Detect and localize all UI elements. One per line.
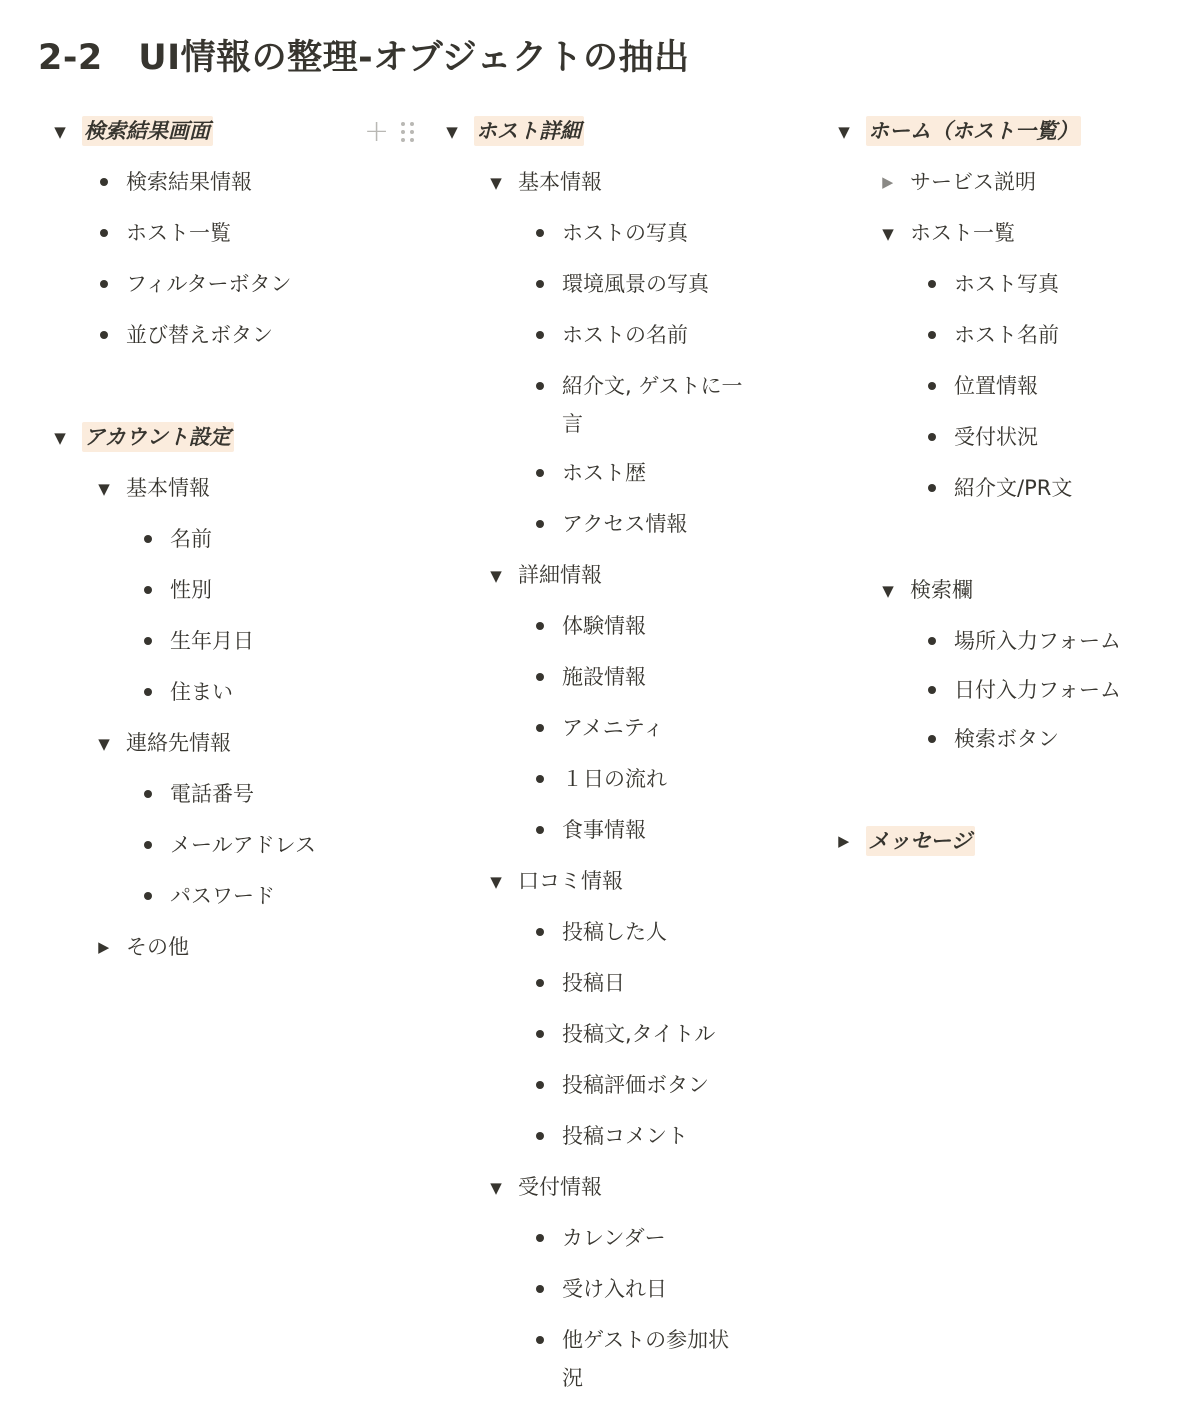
toggle-search-results-screen[interactable] bbox=[38, 106, 378, 157]
list-item-label: 他ゲストの参加状況 bbox=[562, 1328, 730, 1390]
list-item bbox=[910, 665, 1182, 714]
toggle-expanded-icon[interactable]: ▼ bbox=[98, 480, 110, 498]
list-item-label: 検索ボタン bbox=[954, 727, 1059, 751]
list-item bbox=[518, 259, 780, 310]
toggle-expanded-icon[interactable]: ▼ bbox=[490, 1179, 502, 1197]
list-item-label: 場所入力フォーム bbox=[954, 629, 1121, 653]
list-item bbox=[910, 714, 1182, 765]
list-item-label: 名前 bbox=[170, 527, 212, 551]
section-title: 検索結果画面 bbox=[82, 116, 213, 146]
list-item bbox=[518, 805, 780, 856]
list-item-label: 施設情報 bbox=[562, 665, 646, 689]
page-title: 2-2 UI情報の整理-オブジェクトの抽出 bbox=[38, 38, 690, 78]
column-2 bbox=[430, 106, 780, 1402]
list-item bbox=[910, 259, 1182, 310]
group-label: 検索欄 bbox=[910, 578, 973, 602]
list-item-label: 投稿文,タイトル bbox=[562, 1022, 716, 1046]
list-item bbox=[518, 499, 780, 550]
bullet-icon bbox=[910, 720, 954, 758]
bullet-icon bbox=[910, 265, 954, 303]
section-title: ホーム（ホスト一覧） bbox=[866, 116, 1081, 146]
list-item-label: １日の流れ bbox=[562, 767, 667, 791]
list-item bbox=[518, 1060, 780, 1111]
bullet-icon bbox=[126, 622, 170, 660]
list-item bbox=[910, 463, 1182, 514]
bullet-icon bbox=[518, 1066, 562, 1104]
group-label: 基本情報 bbox=[126, 476, 210, 500]
list-item-label: 性別 bbox=[170, 578, 212, 602]
toggle-collapsed-icon[interactable]: ▶ bbox=[98, 938, 110, 956]
toggle-expanded-icon[interactable]: ▼ bbox=[54, 429, 66, 447]
group-label: サービス説明 bbox=[910, 170, 1036, 194]
list-item bbox=[518, 310, 780, 361]
toggle-group[interactable] bbox=[866, 565, 1182, 616]
toggle-group[interactable] bbox=[474, 1162, 780, 1213]
list-item-label: 生年月日 bbox=[170, 629, 254, 653]
bullet-icon bbox=[518, 1117, 562, 1155]
section-title: アカウント設定 bbox=[82, 422, 234, 452]
list-item-label: ホスト歴 bbox=[562, 461, 646, 485]
list-item-label: ホストの名前 bbox=[562, 323, 688, 347]
list-item bbox=[518, 652, 780, 703]
list-item-label: 並び替えボタン bbox=[126, 323, 273, 347]
toggle-expanded-icon[interactable]: ▼ bbox=[54, 123, 66, 141]
bullet-icon bbox=[518, 913, 562, 951]
bullet-icon bbox=[518, 265, 562, 303]
toggle-home-host-list[interactable] bbox=[822, 106, 1182, 157]
bullet-icon bbox=[126, 520, 170, 558]
list-item-label: 投稿した人 bbox=[562, 920, 667, 944]
list-item bbox=[82, 259, 378, 310]
bullet-icon bbox=[518, 964, 562, 1002]
bullet-icon bbox=[910, 671, 954, 709]
bullet-icon bbox=[126, 571, 170, 609]
list-item-label: 受け入れ日 bbox=[562, 1277, 667, 1301]
toggle-group[interactable] bbox=[82, 463, 378, 514]
list-item bbox=[82, 310, 378, 361]
toggle-account-settings[interactable] bbox=[38, 412, 378, 463]
list-item-label: 投稿日 bbox=[562, 971, 625, 995]
group-label: その他 bbox=[126, 935, 189, 959]
list-item-label: 投稿評価ボタン bbox=[562, 1073, 709, 1097]
toggle-collapsed-icon[interactable]: ▶ bbox=[838, 832, 850, 850]
group-label: 詳細情報 bbox=[518, 563, 602, 587]
list-item bbox=[82, 208, 378, 259]
list-item-label: ホスト一覧 bbox=[126, 221, 231, 245]
group-label: 基本情報 bbox=[518, 170, 602, 194]
bullet-icon bbox=[518, 811, 562, 849]
list-item-label: パスワード bbox=[170, 884, 275, 908]
list-item-label: 住まい bbox=[170, 680, 233, 704]
bullet-icon bbox=[126, 826, 170, 864]
bullet-icon bbox=[126, 877, 170, 915]
list-item bbox=[518, 448, 780, 499]
bullet-icon bbox=[518, 607, 562, 645]
list-item bbox=[518, 1315, 780, 1402]
list-item-label: アメニティ bbox=[562, 716, 665, 740]
list-item bbox=[126, 667, 378, 718]
list-item-label: 紹介文/PR文 bbox=[954, 476, 1073, 500]
list-item-label: 食事情報 bbox=[562, 818, 646, 842]
spacer bbox=[38, 361, 378, 412]
list-item bbox=[518, 754, 780, 805]
toggle-expanded-icon[interactable]: ▼ bbox=[490, 873, 502, 891]
toggle-group[interactable] bbox=[474, 550, 780, 601]
drag-handle-icon[interactable] bbox=[401, 122, 414, 142]
bullet-icon bbox=[518, 760, 562, 798]
column-1 bbox=[38, 106, 378, 973]
bullet-icon bbox=[910, 367, 954, 405]
list-item bbox=[910, 310, 1182, 361]
list-item bbox=[126, 616, 378, 667]
bullet-icon bbox=[910, 622, 954, 660]
toggle-expanded-icon[interactable]: ▼ bbox=[446, 123, 458, 141]
toggle-expanded-icon[interactable]: ▼ bbox=[98, 735, 110, 753]
list-item-label: ホストの写真 bbox=[562, 221, 688, 245]
toggle-expanded-icon[interactable]: ▼ bbox=[490, 174, 502, 192]
list-item bbox=[518, 208, 780, 259]
spacer bbox=[822, 514, 1182, 565]
list-item bbox=[518, 907, 780, 958]
bullet-icon bbox=[910, 418, 954, 456]
column-3 bbox=[822, 106, 1182, 867]
list-item bbox=[910, 412, 1182, 463]
section-title: メッセージ bbox=[866, 826, 975, 856]
bullet-icon bbox=[518, 1321, 562, 1359]
spacer bbox=[822, 765, 1182, 816]
bullet-icon bbox=[518, 1270, 562, 1308]
toggle-expanded-icon[interactable]: ▼ bbox=[882, 582, 894, 600]
plus-icon[interactable]: + bbox=[364, 114, 390, 149]
bullet-icon bbox=[518, 214, 562, 252]
bullet-icon bbox=[518, 505, 562, 543]
list-item bbox=[910, 616, 1182, 665]
toggle-group[interactable] bbox=[82, 718, 378, 769]
toggle-expanded-icon[interactable]: ▼ bbox=[490, 567, 502, 585]
bullet-icon bbox=[518, 709, 562, 747]
bullet-icon bbox=[82, 214, 126, 252]
list-item-label: 受付状況 bbox=[954, 425, 1038, 449]
section-title: ホスト詳細 bbox=[474, 116, 584, 146]
list-item-label: 投稿コメント bbox=[562, 1124, 688, 1148]
list-item-label: 紹介文, ゲストに一言 bbox=[562, 374, 743, 436]
bullet-icon bbox=[126, 673, 170, 711]
list-item bbox=[82, 157, 378, 208]
list-item bbox=[126, 820, 378, 871]
list-item bbox=[910, 361, 1182, 412]
list-item bbox=[518, 361, 780, 448]
list-item bbox=[518, 1264, 780, 1315]
toggle-expanded-icon[interactable]: ▼ bbox=[838, 123, 850, 141]
bullet-icon bbox=[82, 163, 126, 201]
bullet-icon bbox=[518, 1219, 562, 1257]
bullet-icon bbox=[518, 454, 562, 492]
list-item-label: 検索結果情報 bbox=[126, 170, 252, 194]
bullet-icon bbox=[126, 775, 170, 813]
list-item bbox=[518, 601, 780, 652]
list-item bbox=[126, 565, 378, 616]
group-label: 受付情報 bbox=[518, 1175, 602, 1199]
bullet-icon bbox=[518, 1015, 562, 1053]
bullet-icon bbox=[518, 316, 562, 354]
list-item-label: ホスト名前 bbox=[954, 323, 1059, 347]
toggle-messages[interactable] bbox=[822, 816, 1182, 867]
group-label: ホスト一覧 bbox=[910, 221, 1015, 245]
toggle-group[interactable] bbox=[474, 157, 780, 208]
toggle-collapsed-icon[interactable]: ▶ bbox=[882, 173, 894, 191]
list-item-label: フィルターボタン bbox=[126, 272, 292, 296]
bullet-icon bbox=[910, 316, 954, 354]
list-item bbox=[518, 1009, 780, 1060]
list-item bbox=[126, 871, 378, 922]
list-item-label: メールアドレス bbox=[170, 833, 316, 857]
toggle-group[interactable] bbox=[474, 856, 780, 907]
list-item-label: 電話番号 bbox=[170, 782, 254, 806]
group-label: 口コミ情報 bbox=[518, 869, 623, 893]
list-item-label: 環境風景の写真 bbox=[562, 272, 709, 296]
list-item bbox=[518, 958, 780, 1009]
group-label: 連絡先情報 bbox=[126, 731, 231, 755]
toggle-group-collapsed[interactable] bbox=[82, 922, 378, 973]
toggle-group-collapsed[interactable] bbox=[866, 157, 1182, 208]
bullet-icon bbox=[910, 469, 954, 507]
list-item-label: 日付入力フォーム bbox=[954, 678, 1121, 702]
list-item-label: ホスト写真 bbox=[954, 272, 1059, 296]
list-item bbox=[126, 514, 378, 565]
bullet-icon bbox=[82, 316, 126, 354]
toggle-expanded-icon[interactable]: ▼ bbox=[882, 225, 894, 243]
list-item-label: カレンダー bbox=[562, 1226, 666, 1250]
list-item-label: アクセス情報 bbox=[562, 512, 688, 536]
list-item bbox=[518, 1111, 780, 1162]
list-item-label: 体験情報 bbox=[562, 614, 646, 638]
toggle-group[interactable] bbox=[866, 208, 1182, 259]
list-item-label: 位置情報 bbox=[954, 374, 1038, 398]
bullet-icon bbox=[518, 367, 562, 405]
toggle-host-details[interactable] bbox=[430, 106, 780, 157]
bullet-icon bbox=[518, 658, 562, 696]
list-item bbox=[126, 769, 378, 820]
list-item bbox=[518, 1213, 780, 1264]
bullet-icon bbox=[82, 265, 126, 303]
list-item bbox=[518, 703, 780, 754]
